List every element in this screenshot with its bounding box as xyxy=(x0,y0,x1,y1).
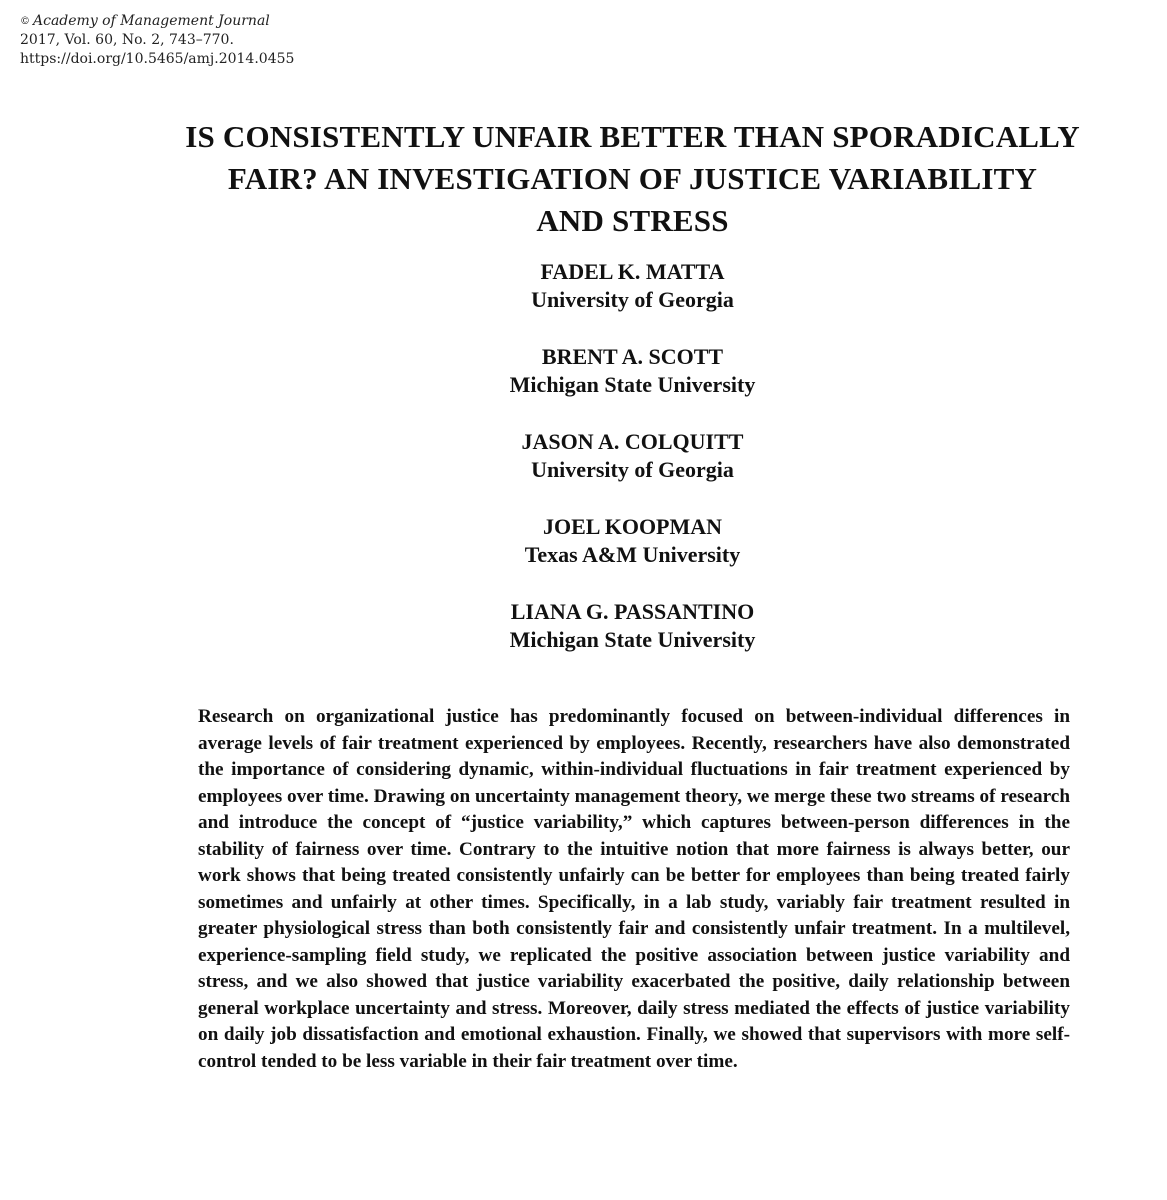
author-block xyxy=(100,513,1165,569)
author-block xyxy=(100,428,1165,484)
journal-name-line xyxy=(20,12,294,31)
author-name: JOEL KOOPMAN xyxy=(542,514,723,539)
journal-citation: 2017, Vol. 60, No. 2, 743–770. xyxy=(20,32,234,48)
title-line-2: FAIR? AN INVESTIGATION OF JUSTICE VARIABILITY xyxy=(227,161,1038,196)
copyright-symbol: © xyxy=(20,16,30,27)
author-name: BRENT A. SCOTT xyxy=(541,344,724,369)
author-name: LIANA G. PASSANTINO xyxy=(510,599,755,624)
author-name: FADEL K. MATTA xyxy=(540,259,725,284)
author-block xyxy=(100,258,1165,314)
author-affiliation: Texas A&M University xyxy=(524,542,741,567)
abstract-text: Research on organizational justice has predominantly focused on between-individual differences in average levels of fair treatment experienced by employees. Recently, researchers have also demonstrated the importance of considering dynamic, within-individual fluctuations in fair treatment experienced by employees over time. Drawing on uncertainty management theory, we merge these two streams of research and introduce the concept of “justice variability,” which captures between-person differences in the stability of fairness over time. Contrary to the intuitive notion that more fairness is always better, our work shows that being treated consistently unfairly can be better for employees than being treated fairly sometimes and unfairly at other times. Specifically, in a lab study, variably fair treatment resulted in greater physiological stress than both consistently fair and consistently unfair treatment. In a multilevel, experience-sampling field study, we replicated the positive association between justice variability and stress, and we also showed that justice variability exacerbated the positive, daily relationship between general workplace uncertainty and stress. Moreover, daily stress mediated the effects of justice variability on daily job dissatisfaction and emotional exhaustion. Finally, we showed that supervisors with more self-control tended to be less variable in their fair treatment over time. xyxy=(198,706,1070,1072)
author-affiliation: Michigan State University xyxy=(509,627,756,652)
author-block xyxy=(100,598,1165,654)
title-line-1: IS CONSISTENTLY UNFAIR BETTER THAN SPORADICALLY xyxy=(185,119,1080,154)
author-block xyxy=(100,343,1165,399)
author-name: JASON A. COLQUITT xyxy=(521,429,744,454)
author-affiliation: University of Georgia xyxy=(531,457,734,482)
author-list xyxy=(100,258,1165,683)
title-line-3: AND STRESS xyxy=(536,203,729,238)
journal-header xyxy=(20,12,294,69)
journal-doi: https://doi.org/10.5465/amj.2014.0455 xyxy=(20,51,295,67)
author-affiliation: University of Georgia xyxy=(531,287,734,312)
paper-title xyxy=(100,116,1165,242)
author-affiliation: Michigan State University xyxy=(509,372,756,397)
journal-name: Academy of Management Journal xyxy=(33,13,270,29)
